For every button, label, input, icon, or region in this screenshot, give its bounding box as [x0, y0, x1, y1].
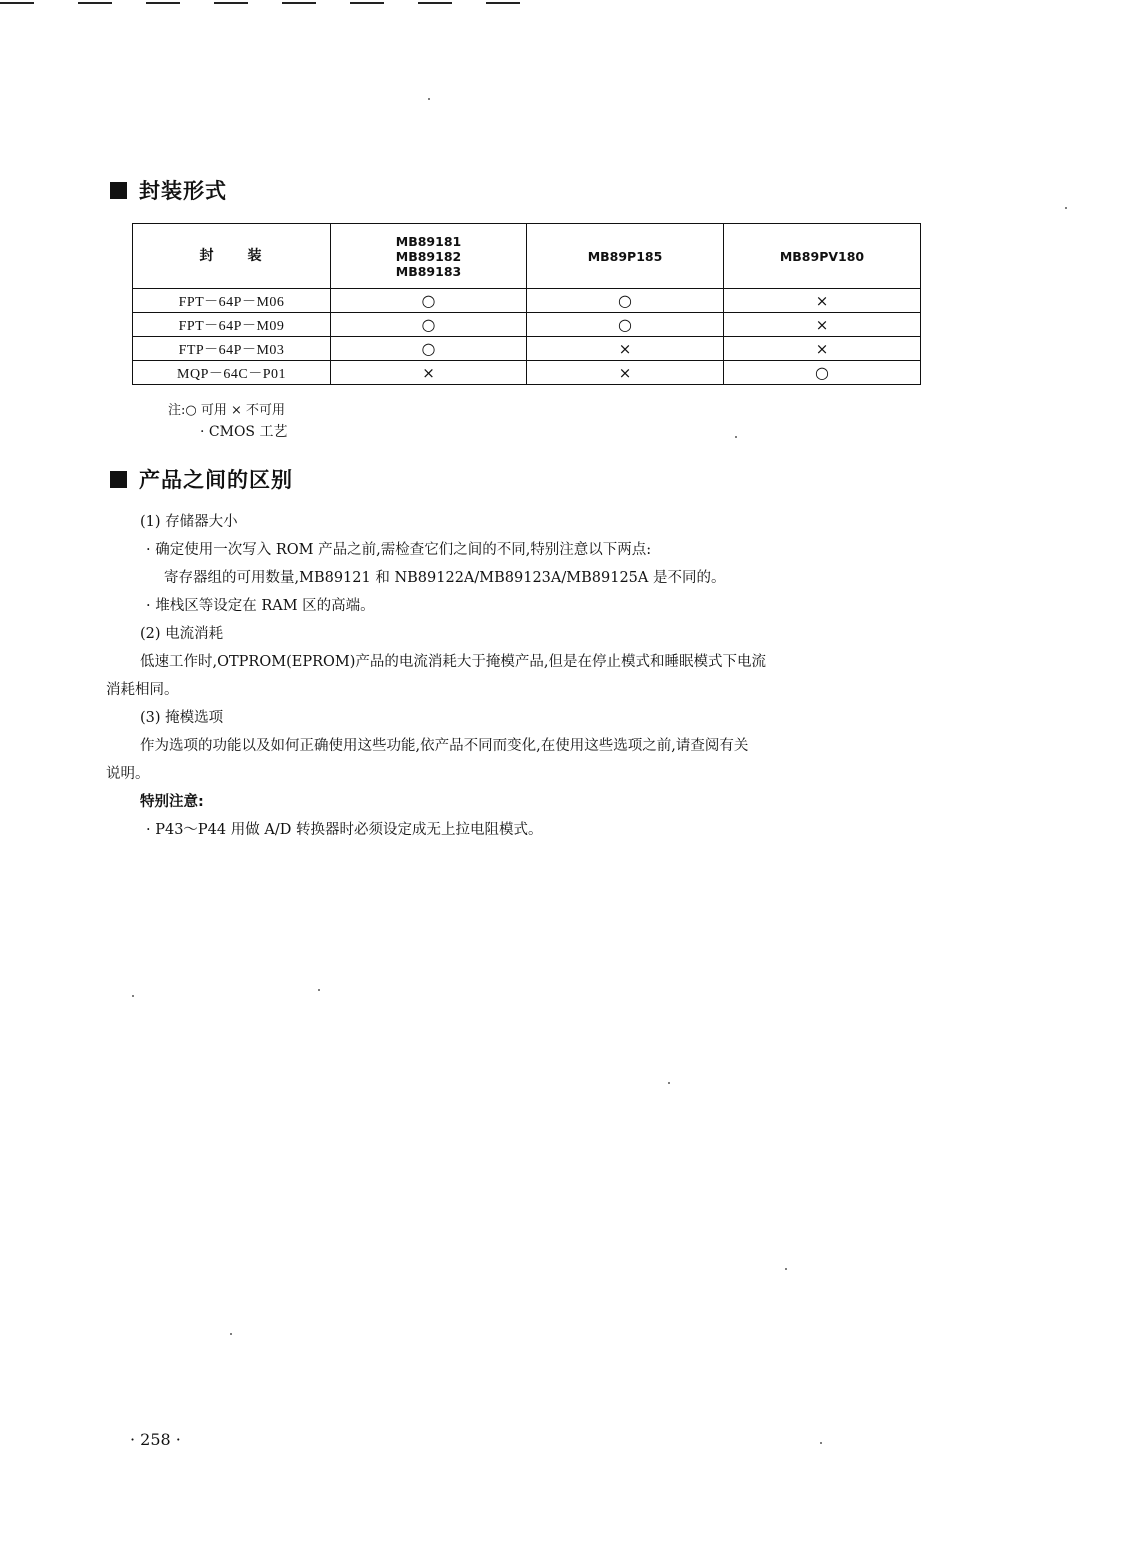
scan-speck	[735, 436, 737, 438]
item-memory-size-title: (1) 存储器大小	[140, 514, 238, 530]
availability-mark: ○	[331, 337, 527, 361]
availability-mark: ○	[527, 313, 724, 337]
scan-speck	[1065, 207, 1067, 209]
item-current-title: (2) 电流消耗	[140, 626, 224, 642]
special-note-text: · P43～P44 用做 A/D 转换器时必须设定成无上拉电阻模式。	[146, 822, 543, 838]
availability-mark: ×	[331, 361, 527, 385]
scan-speck	[318, 989, 320, 991]
item-memory-bullet-1-cont: 寄存器组的可用数量,MB89121 和 NB89122A/MB89123A/MB89125A 是不同的。	[164, 570, 726, 586]
table-note-legend: 注:○ 可用 × 不可用	[168, 403, 286, 418]
item-current-text-2: 消耗相同。	[106, 682, 179, 698]
item-memory-bullet-2: · 堆栈区等设定在 RAM 区的高端。	[146, 598, 375, 614]
scan-speck	[668, 1082, 670, 1084]
top-edge-marks	[0, 0, 560, 6]
header-mb89pv180: MB89PV180	[724, 224, 921, 289]
scan-speck	[132, 995, 134, 997]
header-mb8918x: MB89181 MB89182 MB89183	[331, 224, 527, 289]
square-bullet-icon	[110, 471, 127, 488]
package-name: FPT－64P－M09	[133, 313, 331, 337]
table-row	[133, 337, 921, 361]
scan-speck	[785, 1268, 787, 1270]
table-row	[133, 313, 921, 337]
scan-speck	[428, 98, 430, 100]
package-name: MQP－64C－P01	[133, 361, 331, 385]
item-current-text-1: 低速工作时,OTPROM(EPROM)产品的电流消耗大于掩模产品,但是在停止模式和睡眠模式下电流	[140, 654, 766, 670]
item-mask-title: (3) 掩模选项	[140, 710, 224, 726]
table-header-row	[133, 224, 921, 289]
availability-mark: ○	[527, 289, 724, 313]
availability-mark: ×	[724, 289, 921, 313]
availability-mark: ○	[331, 313, 527, 337]
header-mb89p185: MB89P185	[527, 224, 724, 289]
section-title-text: 封装形式	[139, 179, 227, 203]
availability-mark: ○	[724, 361, 921, 385]
page-number: · 258 ·	[130, 1430, 181, 1449]
table-row	[133, 361, 921, 385]
item-mask-text-1: 作为选项的功能以及如何正确使用这些功能,依产品不同而变化,在使用这些选项之前,请查阅有关	[140, 738, 749, 754]
availability-mark: ×	[527, 337, 724, 361]
availability-mark: ×	[527, 361, 724, 385]
section-title-package	[110, 175, 227, 205]
availability-mark: ×	[724, 337, 921, 361]
item-memory-bullet-1: · 确定使用一次写入 ROM 产品之前,需检查它们之间的不同,特别注意以下两点:	[146, 542, 652, 558]
availability-mark: ○	[331, 289, 527, 313]
special-note-title: 特别注意:	[140, 794, 204, 810]
availability-mark: ×	[724, 313, 921, 337]
section-title-differences	[110, 464, 293, 494]
table-note-cmos: · CMOS 工艺	[200, 424, 288, 440]
package-table	[132, 223, 921, 385]
square-bullet-icon	[110, 182, 127, 199]
table-row	[133, 289, 921, 313]
scan-speck	[820, 1442, 822, 1444]
item-mask-text-2: 说明。	[106, 766, 150, 782]
scan-speck	[230, 1333, 232, 1335]
header-package: 封 装	[133, 224, 331, 289]
package-name: FTP－64P－M03	[133, 337, 331, 361]
package-name: FPT－64P－M06	[133, 289, 331, 313]
section-title-text: 产品之间的区别	[139, 468, 293, 492]
